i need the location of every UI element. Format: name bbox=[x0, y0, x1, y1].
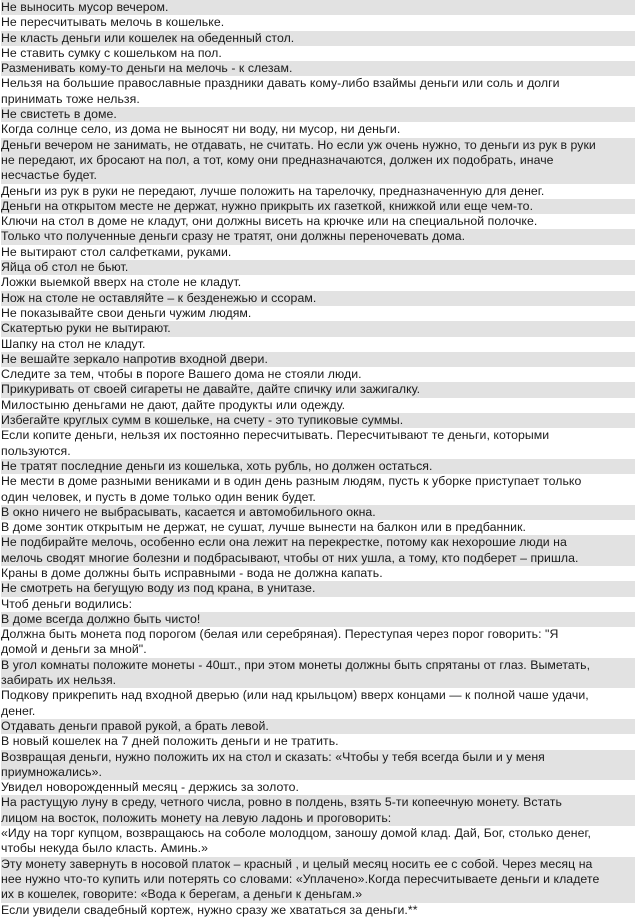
text-line: Не смотреть на бегущую воду из под крана, в унитазе. bbox=[1, 581, 635, 596]
text-line: приумножались». bbox=[1, 765, 635, 780]
text-line: Не тратят последние деньги из кошелька, хоть рубль, но должен остаться. bbox=[1, 459, 635, 474]
text-line: Если копите деньги, нельзя их постоянно пересчитывать. Пересчитывают те деньги, которыми bbox=[1, 428, 635, 443]
text-line: В угол комнаты положите монеты - 40шт., при этом монеты должны быть спрятаны от глаз. Выметать, bbox=[1, 658, 635, 673]
text-line: В новый кошелек на 7 дней положить деньги и не тратить. bbox=[1, 734, 635, 749]
text-line: Разменивать кому-то деньги на мелочь - к слезам. bbox=[1, 61, 635, 76]
text-line: В доме всегда должно быть чисто! bbox=[1, 612, 635, 627]
text-line: Не вешайте зеркало напротив входной двери. bbox=[1, 352, 635, 367]
text-line: Деньги на открытом месте не держат, нужно прикрыть их газеткой, книжкой или еще чем-то. bbox=[1, 199, 635, 214]
text-line: Не вытирают стол салфетками, руками. bbox=[1, 245, 635, 260]
text-line: Эту монету завернуть в носовой платок – красный , и целый месяц носить ее с собой. Через месяц на bbox=[1, 857, 635, 872]
text-line: их в кошелек, говорите: «Вода к берегам, а деньги к деньгам.» bbox=[1, 887, 635, 902]
text-line: Нож на столе не оставляйте – к безденежью и ссорам. bbox=[1, 291, 635, 306]
text-line: Не класть деньги или кошелек на обеденный стол. bbox=[1, 31, 635, 46]
text-line: Нельзя на большие православные праздники давать кому-либо взаймы деньги или соль и долги bbox=[1, 76, 635, 91]
text-line: Увидел новорожденный месяц - держись за золото. bbox=[1, 780, 635, 795]
text-line: Шапку на стол не кладут. bbox=[1, 337, 635, 352]
text-line: пользуются. bbox=[1, 444, 635, 459]
text-line: Деньги из рук в руки не передают, лучше положить на тарелочку, предназначенную для денег. bbox=[1, 184, 635, 199]
text-line: один человек, и пусть в доме только один веник будет. bbox=[1, 490, 635, 505]
text-line: Не свистеть в доме. bbox=[1, 107, 635, 122]
text-line: Яйца об стол не бьют. bbox=[1, 260, 635, 275]
text-line: Должна быть монета под порогом (белая или серебряная). Переступая через порог говорить: "Я bbox=[1, 627, 635, 642]
text-line: Чтоб деньги водились: bbox=[1, 597, 635, 612]
text-line: Краны в доме должны быть исправными - вода не должна капать. bbox=[1, 566, 635, 581]
text-line: Ключи на стол в доме не кладут, они должны висеть на крючке или на специальной полочке. bbox=[1, 214, 635, 229]
text-line: нее нужно что-то купить или потерять со словами: «Уплачено».Когда пересчитываете деньги и кладете bbox=[1, 872, 635, 887]
text-line: мелочь сводят многие болезни и подбрасывают, чтобы от них ушла, а тому, кто подберет – пришла. bbox=[1, 551, 635, 566]
text-line: Не подбирайте мелочь, особенно если она лежит на перекрестке, потому как нехорошие люди на bbox=[1, 535, 635, 550]
text-line: лицом на восток, положить монету на левую ладонь и проговорить: bbox=[1, 811, 635, 826]
text-line: «Иду на торг купцом, возвращаюсь на соболе молодцом, заношу домой клад. Дай, Бог, столько денег, bbox=[1, 826, 635, 841]
text-line: Подкову прикрепить над входной дверью (или над крыльцом) вверх концами — к полной чаше удачи, bbox=[1, 688, 635, 703]
text-line: денег. bbox=[1, 704, 635, 719]
text-line: чтобы некуда было класть. Аминь.» bbox=[1, 841, 635, 856]
text-line: Если увидели свадебный кортеж, нужно сразу же хвататься за деньги.** bbox=[1, 903, 635, 918]
text-line: На растущую луну в среду, четного числа, ровно в полдень, взять 5-ти копеечную монету. Встать bbox=[1, 795, 635, 810]
text-line: Возвращая деньги, нужно положить их на стол и сказать: «Чтобы у тебя всегда были и у меня bbox=[1, 750, 635, 765]
text-line: принимать тоже нельзя. bbox=[1, 92, 635, 107]
text-line: Прикуривать от своей сигареты не давайте, дайте спичку или зажигалку. bbox=[1, 382, 635, 397]
text-line: Только что полученные деньги сразу не тратят, они должны переночевать дома. bbox=[1, 229, 635, 244]
text-line: Деньги вечером не занимать, не отдавать, не считать. Но если уж очень нужно, то деньги из рук в руки bbox=[1, 138, 635, 153]
text-line: Ложки выемкой вверх на столе не кладут. bbox=[1, 275, 635, 290]
text-line: Не ставить сумку с кошельком на пол. bbox=[1, 46, 635, 61]
text-line: Когда солнце село, из дома не выносят ни воду, ни мусор, ни деньги. bbox=[1, 122, 635, 137]
text-line: Не показывайте свои деньги чужим людям. bbox=[1, 306, 635, 321]
text-line: Скатертью руки не вытирают. bbox=[1, 321, 635, 336]
text-line: Милостыню деньгами не дают, дайте продукты или одежду. bbox=[1, 398, 635, 413]
text-line: В доме зонтик открытым не держат, не сушат, лучше вынести на балкон или в предбанник. bbox=[1, 520, 635, 535]
text-line: не передают, их бросают на пол, а тот, кому они предназначаются, должен их подобрать, иначе bbox=[1, 153, 635, 168]
text-line: Отдавать деньги правой рукой, а брать левой. bbox=[1, 719, 635, 734]
text-line: несчастье будет. bbox=[1, 168, 635, 183]
text-line: Не пересчитывать мелочь в кошельке. bbox=[1, 15, 635, 30]
text-line: Избегайте круглых сумм в кошельке, на счету - это тупиковые суммы. bbox=[1, 413, 635, 428]
text-line: В окно ничего не выбрасывать, касается и автомобильного окна. bbox=[1, 505, 635, 520]
text-line: Не мести в доме разными вениками и в один день разным людям, пусть к уборке приступает только bbox=[1, 474, 635, 489]
text-line: домой и деньги за мной". bbox=[1, 642, 635, 657]
text-line: Не выносить мусор вечером. bbox=[1, 0, 635, 15]
text-line: забирать их нельзя. bbox=[1, 673, 635, 688]
text-line: Следите за тем, чтобы в пороге Вашего дома не стояли люди. bbox=[1, 367, 635, 382]
